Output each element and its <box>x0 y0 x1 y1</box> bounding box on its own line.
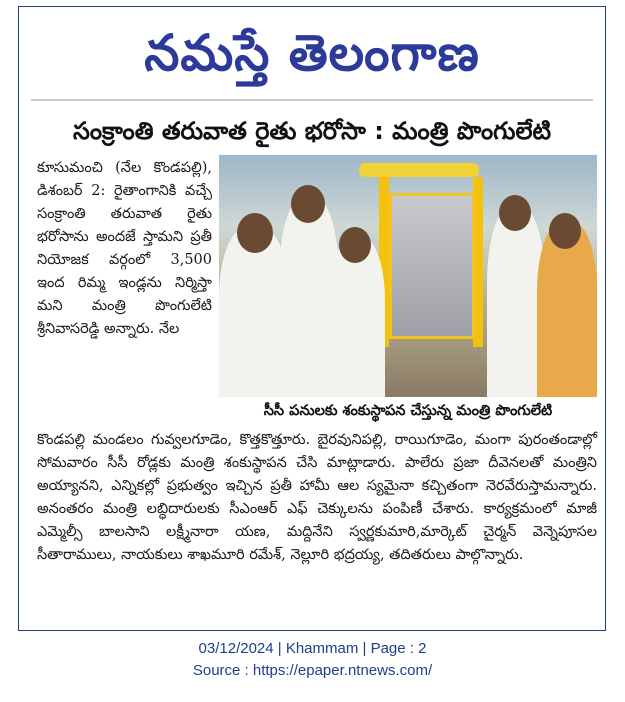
footer-meta: 03/12/2024 | Khammam | Page : 2 <box>198 640 427 657</box>
newspaper-masthead: నమస్తే తెలంగాణ <box>144 23 480 82</box>
photo-banner <box>359 163 479 177</box>
foundation-plaque <box>389 193 475 339</box>
article-headline: సంక్రాంతి తరువాత రైతు భరోసా : మంత్రి పొంగులేటి <box>72 117 552 145</box>
person-head <box>291 185 325 223</box>
newspaper-clipping <box>18 6 606 631</box>
person-head <box>499 195 531 231</box>
footer-source: Source : https://epaper.ntnews.com/ <box>192 662 433 679</box>
person-head <box>237 213 273 253</box>
article-photo <box>219 155 597 397</box>
person-head <box>549 213 581 249</box>
masthead-divider <box>31 99 593 101</box>
article-body-text: కొండపల్లి మండలం గువ్వలగూడెం, కొత్తకొత్తూరు. బైరవునిపల్లి, రాయిగూడెం, మంగా పురంతండాల్లో సోమవారం సీసీ రోడ్లకు మంత్రి శంకుస్థాపన చేసి మాట్లాడారు. పాలేరు ప్రజా దీవెనలతో మంత్రిని అయ్యానని, ఎన్నికల్లో ప్రభుత్వం ఇచ్చిన ప్రతీ హామీ ఆల స్యమైనా కచ్చితంగా నెరవేరుస్తామన్నారు. అనంతరం మంత్రి లబ్ధిదారులకు సీఎంఆర్ ఎఫ్ చెక్కులను పంపిణీ చేశారు. కార్యక్రమంలో మాజీ ఎమ్మెల్సీ బాలసాని లక్ష్మీనారా యణ, మద్దినేని స్వర్ణకుమారి,మార్కెట్ చైర్మన్ వెన్నెపూసల సీతారాములు, నాయకులు శాఖమూరి రమేశ్, నెల్లూరి భద్రయ్య, తదితరులు పాల్గొన్నారు. <box>37 432 597 563</box>
photo-caption: సీసీ పనులకు శంకుస్థాపన చేస్తున్న మంత్రి పొంగులేటి <box>219 397 597 425</box>
person-head <box>339 227 371 263</box>
article-lead-text: కూసుమంచి (నేల కొండపల్లి), డిశంబర్ 2: రైతాంగానికి వచ్చే సంక్రాంతి తరువాత రైతు భరోసాను అందజే స్తామని ప్రతీ నియోజక వర్గంలో 3,500 ఇంద రిమ్మ ఇండ్లను నిర్మిస్తా మని మంత్రి పొంగులేటి శ్రీనివాసరెడ్డి అన్నారు. నేల <box>37 160 212 337</box>
